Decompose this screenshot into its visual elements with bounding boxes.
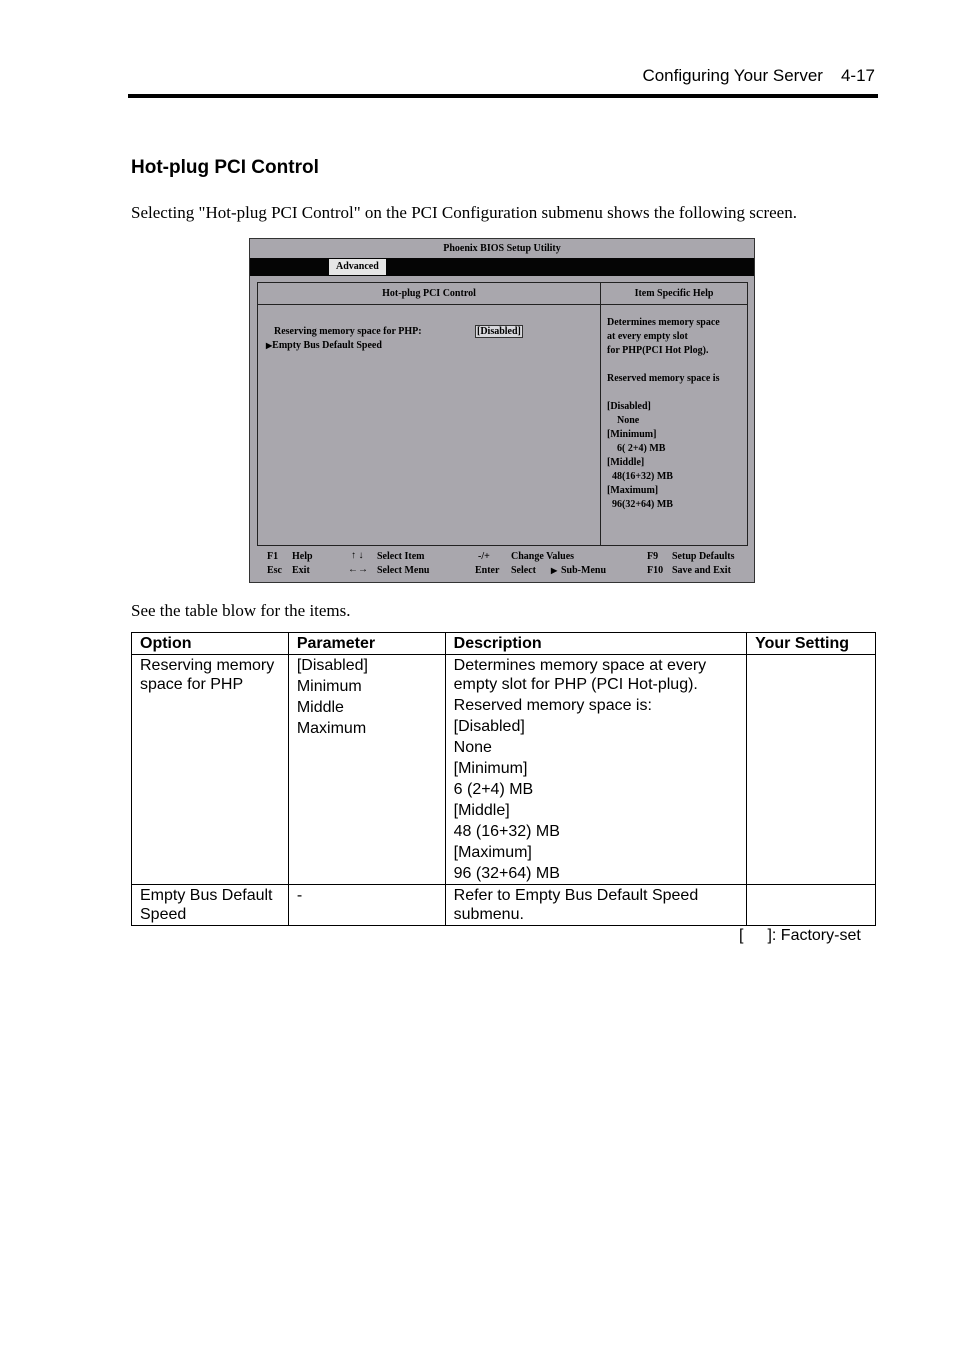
- bios-screenshot: [249, 238, 755, 583]
- parameter-value: Minimum: [296, 678, 362, 695]
- description-line: [Disabled]: [453, 718, 525, 735]
- leftright-arrows-icon: ←→: [348, 564, 368, 575]
- key-plusminus: -/+: [478, 551, 490, 562]
- bios-help-header: Item Specific Help: [634, 288, 714, 299]
- bios-main-panel: [257, 282, 748, 546]
- description-line: [Minimum]: [453, 760, 528, 777]
- bios-footer: [250, 551, 754, 581]
- column-header-option: Option: [132, 633, 289, 655]
- help-line: 96(32+64) MB: [612, 499, 673, 510]
- description-line: [Maximum]: [453, 844, 532, 861]
- bios-option-reserving-memory[interactable]: Reserving memory space for PHP:: [274, 326, 422, 337]
- intro-paragraph: Selecting "Hot-plug PCI Control" on the PCI Configuration submenu shows the following screen.: [131, 203, 797, 222]
- see-table-text: See the table blow for the items.: [131, 601, 351, 620]
- option-cell: Empty Bus Default Speed: [132, 885, 289, 926]
- setting-cell[interactable]: [747, 885, 876, 926]
- help-line: Reserved memory space is: [607, 373, 720, 384]
- key-f10-label: Save and Exit: [672, 565, 731, 576]
- column-header-description: Description: [445, 633, 746, 655]
- key-esc-label: Exit: [292, 565, 310, 576]
- key-submenu-label: Sub-Menu: [561, 565, 607, 576]
- help-line: [607, 358, 720, 372]
- key-enter: Enter: [475, 565, 500, 576]
- description-line: 96 (32+64) MB: [453, 865, 560, 882]
- key-leftright-label: Select Menu: [377, 565, 430, 576]
- parameter-cell: -: [288, 885, 445, 926]
- page-number: 4-17: [840, 66, 875, 85]
- description-cell: Refer to Empty Bus Default Speed submenu.: [445, 885, 746, 926]
- key-f1: F1: [267, 551, 279, 562]
- parameter-value: Maximum: [296, 720, 367, 737]
- factory-set-note: [739, 927, 861, 945]
- description-line: 6 (2+4) MB: [453, 781, 534, 798]
- bios-title: Phoenix BIOS Setup Utility: [443, 243, 561, 254]
- help-line: [Maximum]: [607, 485, 659, 496]
- help-line: None: [617, 415, 640, 426]
- description-line: 48 (16+32) MB: [453, 823, 560, 840]
- table-row: [132, 885, 876, 926]
- bios-panel-divider: [600, 283, 601, 545]
- parameter-cell: [288, 655, 445, 885]
- description-cell: [445, 655, 746, 885]
- description-line: None: [453, 739, 492, 756]
- bios-option-empty-bus-speed-label: Empty Bus Default Speed: [272, 340, 382, 351]
- bios-menu-bar: [250, 258, 754, 276]
- key-f1-label: Help: [292, 551, 313, 562]
- help-line: for PHP(PCI Hot Plog).: [607, 345, 709, 356]
- key-f10: F10: [647, 565, 664, 576]
- description-line: Reserved memory space is:: [453, 697, 652, 714]
- help-line: 48(16+32) MB: [612, 471, 673, 482]
- option-cell: Reserving memory space for PHP: [132, 655, 289, 885]
- setting-cell[interactable]: [747, 655, 876, 885]
- key-plusminus-label: Change Values: [511, 551, 575, 562]
- help-line: at every empty slot: [607, 331, 688, 342]
- parameter-value: Middle: [296, 699, 344, 716]
- bios-help-text: [607, 316, 720, 512]
- help-line: [Disabled]: [607, 401, 651, 412]
- help-line: 6( 2+4) MB: [617, 443, 666, 454]
- factory-set-label: ]: Factory-set: [767, 927, 861, 944]
- bios-option-reserving-memory-value[interactable]: [Disabled]: [477, 326, 521, 337]
- updown-arrows-icon: ↑ ↓: [351, 550, 364, 561]
- bracket-open: [: [739, 927, 744, 944]
- table-row: [132, 655, 876, 885]
- key-esc: Esc: [267, 565, 282, 576]
- bios-tab-advanced[interactable]: Advanced: [329, 259, 386, 275]
- help-line: [Minimum]: [607, 429, 657, 440]
- help-line: [607, 386, 720, 400]
- triangle-right-icon: ▶: [266, 341, 273, 350]
- description-line: Determines memory space at every empty slot for PHP (PCI Hot-plug).: [453, 657, 707, 693]
- help-line: [Middle]: [607, 457, 645, 468]
- column-header-your-setting: Your Setting: [747, 633, 876, 655]
- header-rule: [128, 94, 878, 98]
- section-title: Hot-plug PCI Control: [131, 157, 319, 178]
- key-updown-label: Select Item: [377, 551, 425, 562]
- help-line: Determines memory space: [607, 317, 720, 328]
- description-line: [Middle]: [453, 802, 510, 819]
- triangle-right-icon: ▶: [551, 566, 558, 575]
- chapter-title: Configuring Your Server: [642, 66, 823, 85]
- key-f9-label: Setup Defaults: [672, 551, 735, 562]
- column-header-parameter: Parameter: [288, 633, 445, 655]
- key-enter-label: Select: [511, 565, 536, 576]
- bios-left-header: Hot-plug PCI Control: [382, 288, 476, 299]
- bios-option-empty-bus-speed[interactable]: [266, 340, 382, 351]
- options-table: [131, 632, 876, 926]
- key-f9: F9: [647, 551, 659, 562]
- bios-header-line: [258, 304, 747, 305]
- parameter-value: [Disabled]: [296, 657, 368, 674]
- table-header-row: [132, 633, 876, 655]
- running-header: [642, 66, 875, 86]
